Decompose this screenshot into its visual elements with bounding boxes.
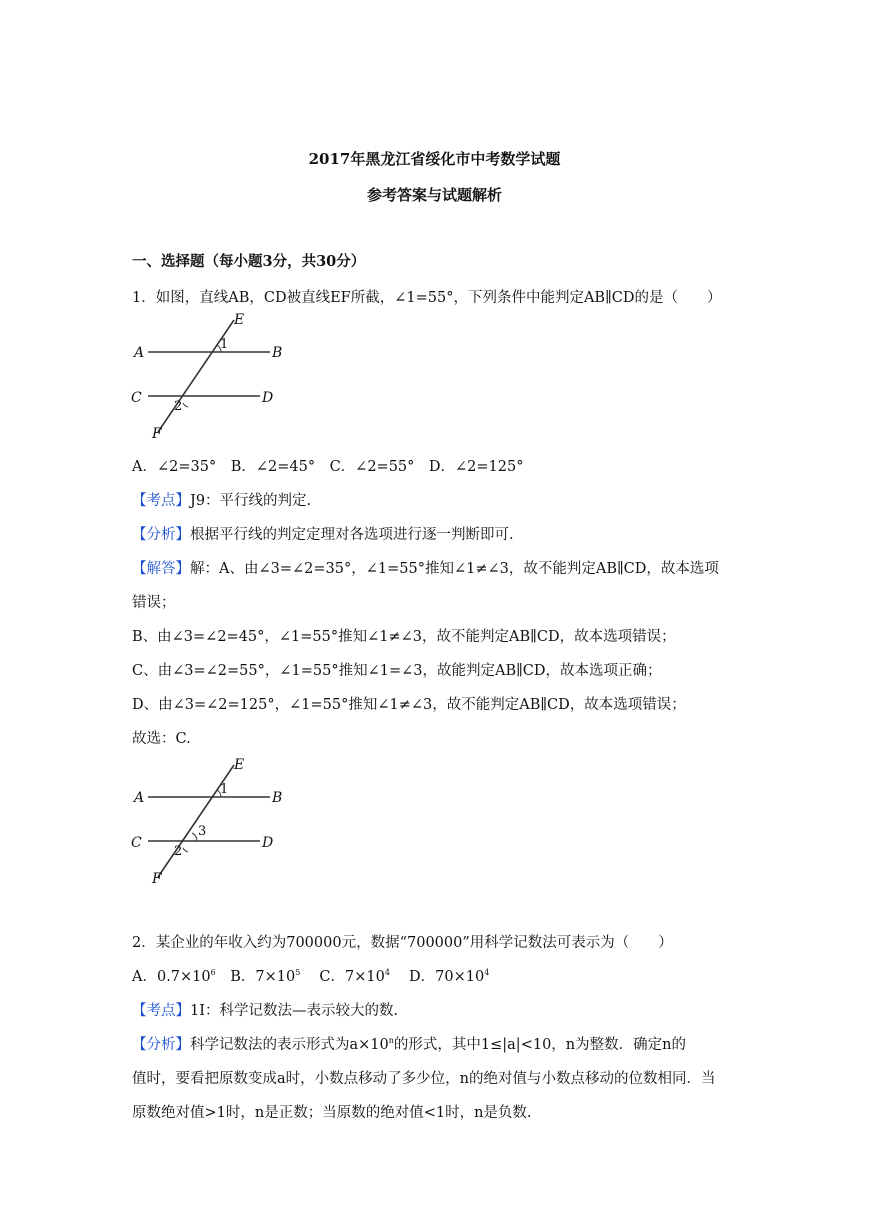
kaodian-text: 1I：科学记数法—表示较大的数. [190, 1003, 399, 1019]
q2-option-d: D．70×10 [389, 969, 485, 985]
q2-fenxi-2: 值时，要看把原数变成a时，小数点移动了多少位，n的绝对值与小数点移动的位数相同．当 [132, 1071, 716, 1087]
label-f: F [152, 871, 162, 887]
q1-jieda-5: D、由∠3=∠2=125°，∠1=55°推知∠1≠∠3，故不能判定AB∥CD，故本选项错误； [132, 697, 686, 713]
q1-jieda-1 [132, 557, 719, 578]
label-a: A [134, 790, 145, 806]
q1-jieda-3: B、由∠3=∠2=45°，∠1=55°推知∠1≠∠3，故不能判定AB∥CD，故本选项错误； [132, 629, 676, 645]
fenxi-text-pre: 科学记数法的表示形式为a×10 [190, 1037, 389, 1053]
angle-2-arc [183, 848, 188, 852]
label-c: C [131, 390, 142, 406]
q2-option-b-exp: 5 [295, 968, 301, 977]
fenxi-tag: 【分析】 [132, 1037, 190, 1053]
label-e: E [234, 757, 245, 773]
q2-fenxi-3: 原数绝对值>1时，n是正数；当原数的绝对值<1时，n是负数. [132, 1105, 532, 1121]
label-b: B [272, 345, 283, 361]
fenxi-tag: 【分析】 [132, 527, 190, 543]
label-angle-2: 2 [174, 399, 183, 414]
q2-option-c-exp: 4 [384, 968, 390, 977]
q2-option-c: C．7×10 [300, 969, 385, 985]
angle-2-arc [183, 403, 188, 407]
label-f: F [152, 426, 162, 442]
fenxi-text: 根据平行线的判定定理对各选项进行逐一判断即可. [190, 527, 514, 543]
q1-answer: 故选：C. [132, 731, 191, 747]
label-b: B [272, 790, 283, 806]
label-d: D [262, 835, 274, 851]
q1-kaodian [132, 489, 311, 510]
label-angle-1: 1 [220, 782, 229, 797]
q1-stem: 1．如图，直线AB，CD被直线EF所截，∠1=55°，下列条件中能判定AB∥CD的是（ ） [132, 290, 722, 306]
angle-3-arc [192, 833, 197, 841]
q2-options [132, 965, 489, 986]
q1-figure-answer [128, 755, 293, 887]
kaodian-tag: 【考点】 [132, 493, 190, 509]
kaodian-tag: 【考点】 [132, 1003, 190, 1019]
q2-kaodian [132, 999, 398, 1020]
jieda-text: 解：A、由∠3=∠2=35°，∠1=55°推知∠1≠∠3，故不能判定AB∥CD，故本选项 [190, 561, 719, 577]
q2-option-b: B．7×10 [215, 969, 296, 985]
q1-jieda-4: C、由∠3=∠2=55°，∠1=55°推知∠1=∠3，故能判定AB∥CD，故本选项正确； [132, 663, 662, 679]
page-subtitle: 参考答案与试题解析 [366, 186, 502, 204]
label-a: A [134, 345, 145, 361]
fenxi-exp: n [388, 1036, 394, 1045]
q1-fenxi [132, 523, 514, 544]
q1-options: A．∠2=35° B．∠2=45° C．∠2=55° D．∠2=125° [132, 459, 524, 475]
section-heading: 一、选择题（每小题3分，共30分） [132, 253, 366, 270]
q2-option-d-exp: 4 [484, 968, 490, 977]
label-d: D [262, 390, 274, 406]
label-angle-2: 2 [174, 844, 183, 859]
q1-figure-question [128, 310, 293, 442]
q2-stem: 2．某企业的年收入约为700000元，数据“700000”用科学记数法可表示为（ ） [132, 935, 673, 951]
q1-jieda-2: 错误； [132, 595, 176, 611]
label-angle-3: 3 [198, 824, 207, 839]
fenxi-text-post: 的形式，其中1≤|a|<10，n为整数．确定n的 [393, 1037, 686, 1053]
page-title: 2017年黑龙江省绥化市中考数学试题 [308, 150, 561, 168]
q2-option-a: A．0.7×10 [132, 969, 211, 985]
label-e: E [234, 312, 245, 328]
q2-fenxi-1 [132, 1033, 686, 1054]
label-c: C [131, 835, 142, 851]
jieda-tag: 【解答】 [132, 561, 190, 577]
kaodian-text: J9：平行线的判定. [190, 493, 312, 509]
label-angle-1: 1 [220, 337, 229, 352]
q2-option-a-exp: 6 [210, 968, 216, 977]
